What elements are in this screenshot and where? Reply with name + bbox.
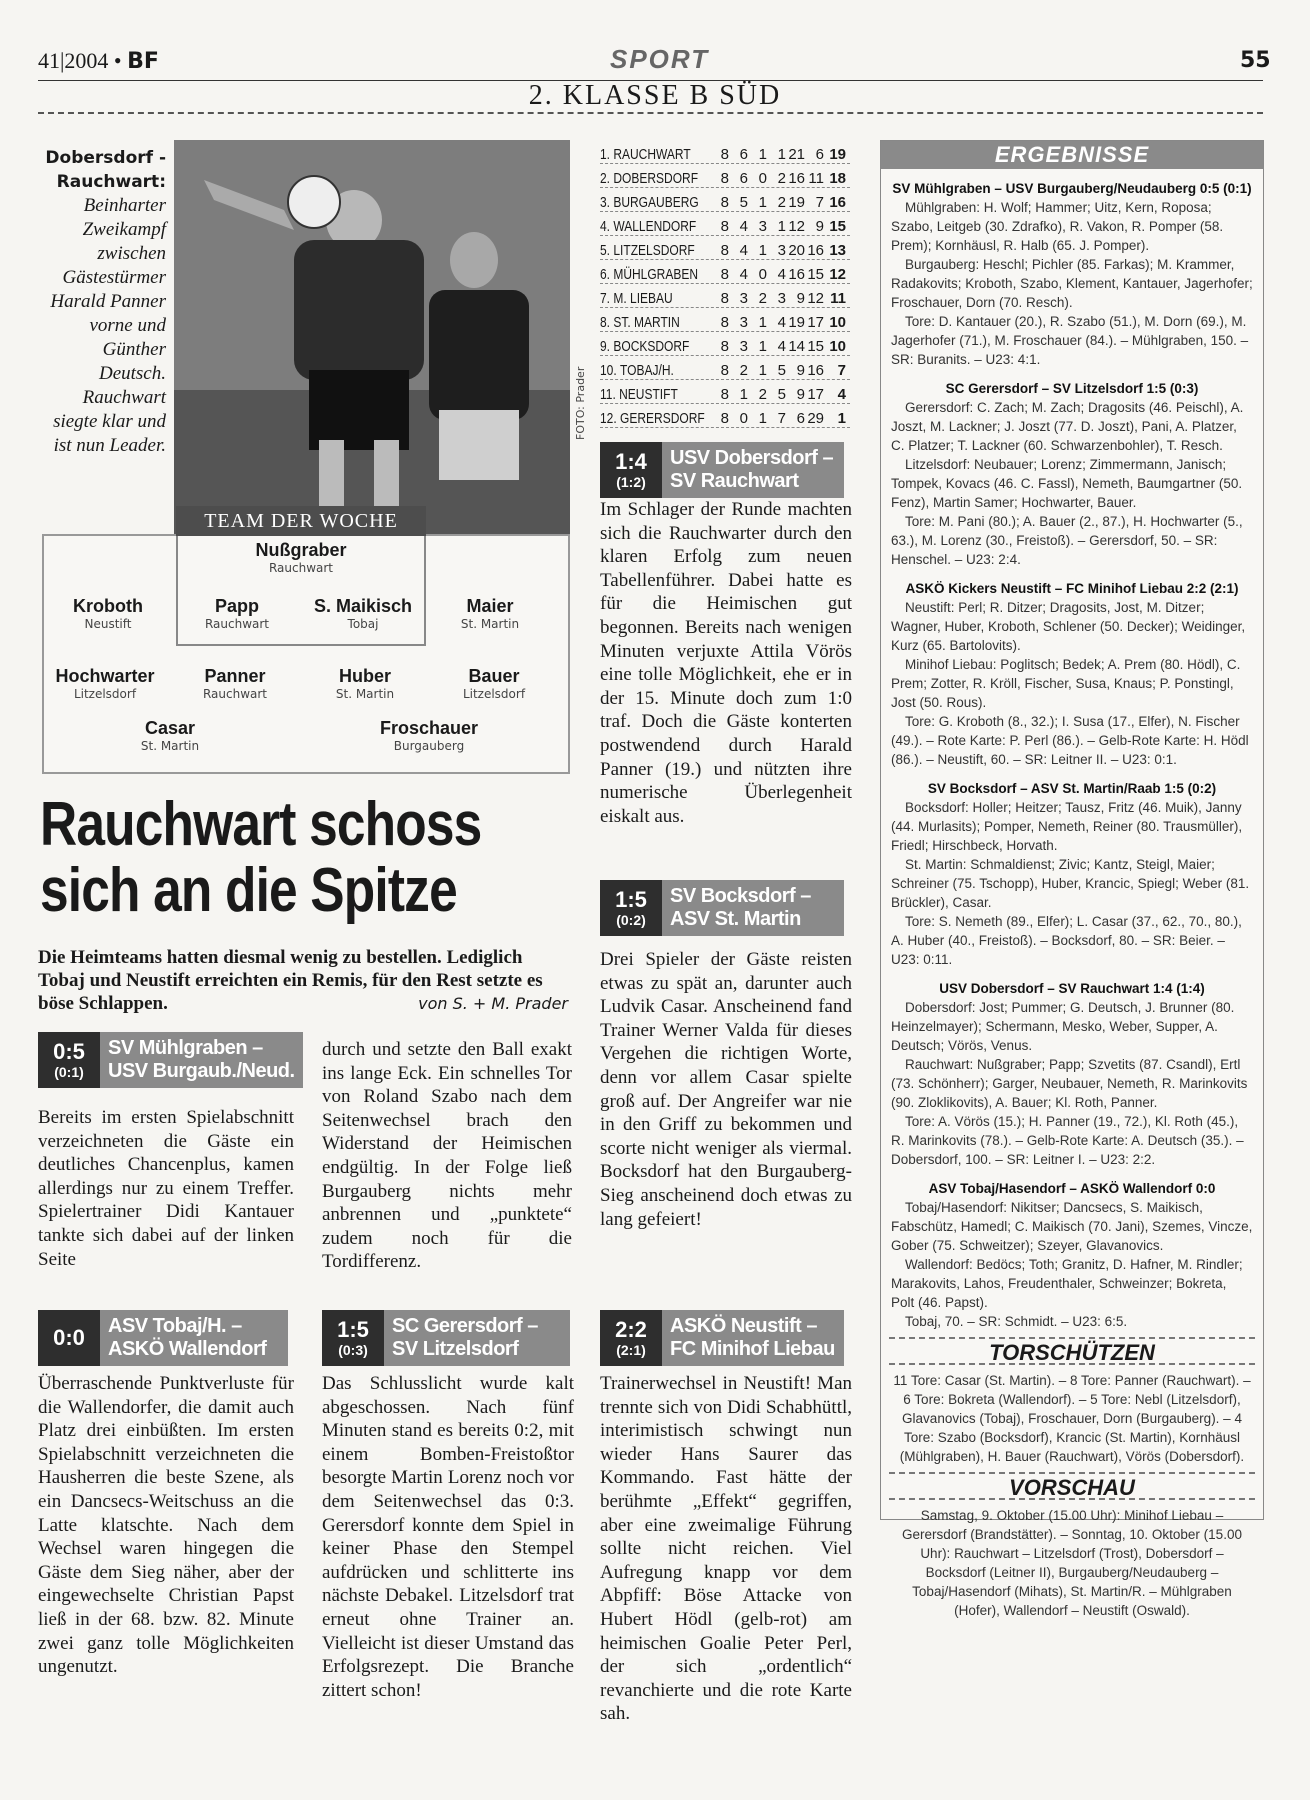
result-line: Minihof Liebau: Poglitsch; Bedek; A. Prem (80. Hödl), C. Prem; Zotter, R. Kröll, Fischer, Susa, Knaus; P. Ponstingl, Jost (50. Rous).: [891, 657, 1241, 710]
standings-team: 9. BOCKSDORF: [600, 338, 690, 355]
scorers-title: TORSCHÜTZEN: [889, 1337, 1255, 1365]
standings-cell: 16: [829, 194, 846, 211]
game-report: Trainerwechsel in Neustift! Man trennte sich von Didi Schabhüttl, interimistisch schwingt nun wieder Hans Saurer das Kommando. Fast hätte der berühmte „Effekt“ gegriffen, aber eine zweimalige Führung sollte nicht reichen. Viel Aufregung knapp vor dem Abpfiff: Böse Attacke von Hubert Hödl (gelb-rot) am heimischen Goalie Peter Perl, der sich „ordentlich“ revanchierte und die rote Karte sah.: [600, 1373, 852, 1725]
league-title: 2. KLASSE B SÜD: [528, 80, 782, 111]
standings-team: 12. GERERSDORF: [600, 410, 705, 427]
result-line: Tore: G. Kroboth (8., 32.); I. Susa (17., Elfer), N. Fischer (49.). – Rote Karte: P. Perl (86.). – Gelb-Rote Karte: H. Hödl (86.). – Neustift, 60. – SR: Leitner II. – U23: 0:1.: [891, 714, 1249, 767]
standings-cell: 3: [739, 338, 748, 355]
standings-cell: 6: [739, 146, 748, 163]
result-title: SC Gerersdorf – SV Litzelsdorf 1:5 (0:3): [945, 381, 1199, 396]
team-player: Kroboth Neustift: [73, 596, 143, 631]
standings-cell: 1: [758, 242, 767, 259]
standings-team: 5. LITZELSDORF: [600, 242, 695, 259]
result-line: Neustift: Perl; R. Ditzer; Dragosits, Jost, M. Ditzer; Wagner, Huber, Kroboth, Schlener (50. Decker); Weidinger, Kurz (65. Bartolovits).: [891, 600, 1246, 653]
standings-cell: 9: [796, 290, 805, 307]
caption-lead: Dobersdorf - Rauchwart:: [45, 148, 166, 192]
standings-row: [600, 212, 850, 236]
score-badge: 0:5 (0:1) SV Mühlgraben – USV Burgaub./Neud.: [38, 1032, 303, 1088]
standings-team: 3. BURGAUBERG: [600, 194, 699, 211]
standings-cell: 12: [807, 290, 824, 307]
standings-team: 1. RAUCHWART: [600, 146, 691, 163]
standings-cell: 8: [720, 338, 729, 355]
issue-number: 41|2004 • BF: [38, 48, 159, 74]
standings-cell: 19: [829, 146, 846, 163]
results-title: ERGEBNISSE: [881, 141, 1263, 169]
standings-team: 7. M. LIEBAU: [600, 290, 673, 307]
header-divider: [38, 112, 1263, 114]
game-report: Das Schlusslicht wurde kalt abgeschossen. Nach fünf Minuten stand es bereits 0:2, mit einem Bomben-Freistoßtor besorgte Martin Lorenz noch vor dem Seitenwechsel das 0:3. Gerersdorf konnte dem Spiel in keiner Phase den Stempel aufdrücken und schlitterte ins nächste Debakel. Litzelsdorf trat erneut ohne Trainer an. Vielleicht ist dieser Umstand das Erfolgsrezept. Die Branche zittert schon!: [322, 1373, 574, 1701]
photo-credit: FOTO: Prader: [574, 366, 587, 440]
standings-cell: 12: [788, 218, 805, 235]
match-photo: [174, 140, 570, 540]
result-line: Tobaj/Hasendorf: Nikitser; Dancsecs, S. Maikisch, Fabschütz, Hamedl; C. Maikisch (70. Jani), Szemes, Vincze, Gober (75. Schweitzer); Szeyer, Glavanovics.: [891, 1200, 1253, 1253]
standings-cell: 4: [777, 338, 786, 355]
standings-cell: 3: [739, 290, 748, 307]
standings-cell: 5: [777, 386, 786, 403]
standings-team: 6. MÜHLGRABEN: [600, 266, 699, 283]
article-author: von S. + M. Prader: [418, 994, 568, 1013]
standings-cell: 1: [758, 362, 767, 379]
game-report: Überraschende Punktverluste für die Wallendorfer, die damit auch Platz drei einbüßten. Im ersten Spielabschnitt verzeichneten die Hausherren die beste Szene, als ein Dancsecs-Weitschuss an die Latte klatschte. Nach dem Wechsel waren hingegen die Gäste dem Sieg näher, aber der eingewechselte Christian Papst ließ in der 68. bzw. 82. Minute zwei ganz tolle Möglichkeiten ungenutzt.: [38, 1373, 294, 1678]
article-headline: Rauchwart schoss sich an die Spitze: [40, 790, 482, 925]
standings-cell: 4: [739, 218, 748, 235]
standings-cell: 4: [837, 386, 846, 403]
standings-cell: 3: [758, 218, 767, 235]
standings-cell: 6: [739, 170, 748, 187]
standings-cell: 15: [829, 218, 846, 235]
standings-row: [600, 308, 850, 332]
standings-cell: 2: [739, 362, 748, 379]
standings-cell: 11: [830, 290, 846, 307]
result-line: Litzelsdorf: Neubauer; Lorenz; Zimmermann, Janisch; Tompek, Kovacs (46. C. Fassl), Nemeth, Baumgartner (50. Fenz), Martin Samer; Hochwarter, Bauer.: [891, 457, 1243, 510]
score-badge: 2:2 (2:1) ASKÖ Neustift – FC Minihof Liebau: [600, 1310, 844, 1366]
standings-cell: 2: [758, 386, 767, 403]
team-player: Papp Rauchwart: [204, 596, 270, 631]
score-badge: 0:0 ASV Tobaj/H. – ASKÖ Wallendorf: [38, 1310, 288, 1366]
result-line: Tore: S. Nemeth (89., Elfer); L. Casar (37., 62., 70., 80.), A. Huber (40., Freistoß). – Bocksdorf, 80. – SR: Beier. – U23: 0:11.: [891, 914, 1242, 967]
results-list: [881, 179, 1263, 1331]
standings-cell: 8: [720, 194, 729, 211]
standings-cell: 2: [777, 170, 786, 187]
standings-cell: 13: [829, 242, 846, 259]
team-player: Froschauer Burgauberg: [379, 718, 479, 753]
result-line: Burgauberg: Heschl; Pichler (85. Farkas); M. Krammer, Radakovits; Kroboth, Szabo, Klement, Kantauer, Jagerhofer; Froschauer, Dorn (70. Resch).: [891, 257, 1253, 310]
standings-cell: 29: [807, 410, 824, 427]
standings-cell: 2: [758, 290, 767, 307]
standings-cell: 6: [796, 410, 805, 427]
preview-text: Samstag, 9. Oktober (15.00 Uhr): Minihof Liebau – Gerersdorf (Brandstätter). – Sonntag, 10. Oktober (15.00 Uhr): Rauchwart – Litzelsdorf (Trost), Dobersdorf – Bocksdorf (Leitner II), Burgauberg/Neudauberg – Tobaj/Hasendorf (Mihats), St. Martin/R. – Mühlgraben (Hofer), Wallendorf – Neustift (Oswald).: [902, 1508, 1242, 1618]
standings-team: 10. TOBAJ/H.: [600, 362, 674, 379]
standings-cell: 15: [807, 266, 824, 283]
caption-text: Beinharter Zweikampf zwischen Gästestürmer Harald Panner vorne und Günther Deutsch. Rauchwart siegte klar und ist nun Leader.: [50, 195, 166, 456]
standings-cell: 15: [807, 338, 824, 355]
standings-row: [600, 332, 850, 356]
standings-cell: 7: [837, 362, 846, 379]
result-title: SV Bocksdorf – ASV St. Martin/Raab 1:5 (0:2): [927, 781, 1217, 796]
standings-cell: 1: [758, 338, 767, 355]
standings-cell: 16: [807, 362, 824, 379]
article-intro: Die Heimteams hatten diesmal wenig zu bestellen. Lediglich Tobaj und Neustift erreichten ein Remis, für den Rest setzte es böse Schlappen. von S. + M. Prader: [38, 947, 568, 1014]
section-title: SPORT: [610, 44, 710, 74]
standings-cell: 9: [815, 218, 824, 235]
standings-cell: 0: [758, 170, 767, 187]
result-line: Dobersdorf: Jost; Pummer; G. Deutsch, J. Brunner (80. Heinzelmayer); Schermann, Mesko, Weber, Supper, A. Deutsch; Vörös, Venus.: [891, 1000, 1235, 1053]
photo-caption: [38, 146, 166, 458]
standings-row: [600, 404, 850, 428]
result-title: ASKÖ Kickers Neustift – FC Minihof Liebau 2:2 (2:1): [905, 581, 1239, 596]
standings-cell: 7: [815, 194, 824, 211]
standings-cell: 1: [777, 218, 786, 235]
standings-cell: 10: [829, 314, 846, 331]
standings-cell: 3: [777, 242, 786, 259]
standings-row: [600, 260, 850, 284]
game-report-continued: durch und setzte den Ball exakt ins lange Eck. Ein schnelles Tor von Roland Szabo nach dem Seitenwechsel brach den Widerstand der Heimischen endgültig. In der Folge ließ Burgauberg nichts mehr anbrennen und „punktete“ zudem noch für die Tordifferenz.: [322, 1039, 572, 1273]
game-report: Im Schlager der Runde machten sich die Rauchwarter durch den klaren Erfolg zum neuen Tabellenführer. Dabei hatte es für die Heimischen gut begonnen. Bereits nach wenigen Minuten verjuxte Attila Vörös eine tolle Möglichkeit, ehe er in der 15. Minute doch zum 1:0 traf. Doch die Gäste konterten postwendend durch Harald Panner (19.) und nützten ihre numerische Überlegenheit eiskalt aus.: [600, 499, 852, 827]
results-sidebar: [880, 140, 1264, 1618]
standings-cell: 17: [807, 386, 824, 403]
standings-cell: 19: [788, 194, 805, 211]
team-player: Casar St. Martin: [140, 718, 200, 753]
standings-cell: 19: [788, 314, 805, 331]
standings-cell: 8: [720, 362, 729, 379]
standings-row: [600, 356, 850, 380]
standings-cell: 8: [720, 170, 729, 187]
team-player: Maier St. Martin: [460, 596, 520, 631]
standings-cell: 8: [720, 218, 729, 235]
standings-row: [600, 236, 850, 260]
standings-row: [600, 164, 850, 188]
team-player: Nußgraber Rauchwart: [255, 540, 347, 575]
standings-row: [600, 140, 850, 164]
standings-cell: 1: [758, 314, 767, 331]
team-player: Bauer Litzelsdorf: [462, 666, 526, 701]
result-line: Rauchwart: Nußgraber; Papp; Szvetits (87. Csandl), Ertl (73. Schönherr); Garger, Neubauer, Nemeth, R. Marinkovits (90. Zloklikovits), A. Bauer; Kl. Roth, Panner.: [891, 1057, 1248, 1110]
standings-cell: 8: [720, 410, 729, 427]
result-line: Mühlgraben: H. Wolf; Hammer; Uitz, Kern, Roposa; Szabo, Leitgeb (30. Zdrafko), R. Vakon, R. Pomper (58. Prem); Kornhäusl, R. Halb (65. J. Pomper).: [891, 200, 1224, 253]
standings-cell: 8: [720, 290, 729, 307]
standings-cell: 11: [808, 170, 824, 187]
team-of-the-week-title: TEAM DER WOCHE: [176, 506, 426, 536]
standings-cell: 4: [739, 266, 748, 283]
team-player: Panner Rauchwart: [202, 666, 268, 701]
standings-cell: 21: [788, 146, 805, 163]
standings-cell: 1: [739, 386, 748, 403]
standings-cell: 16: [788, 266, 805, 283]
team-player: S. Maikisch Tobaj: [313, 596, 413, 631]
result-line: Gerersdorf: C. Zach; M. Zach; Dragosits (46. Peischl), A. Joszt, M. Lackner; J. Joszt (77. D. Joszt), Pani, A. Platzer, C. Platzer; T. Lackner (60. Schwarzenbohler), T. Resch.: [891, 400, 1244, 453]
score-badge: 1:5 (0:3) SC Gerersdorf – SV Litzelsdorf: [322, 1310, 570, 1366]
standings-cell: 9: [796, 386, 805, 403]
result-title: ASV Tobaj/Hasendorf – ASKÖ Wallendorf 0:0: [928, 1181, 1216, 1196]
standings-cell: 1: [758, 194, 767, 211]
standings-cell: 1: [777, 146, 786, 163]
standings-cell: 16: [807, 242, 824, 259]
result-line: Tore: M. Pani (80.); A. Bauer (2., 87.), H. Hochwarter (5., 63.), M. Lorenz (30., Freistoß). – Gerersdorf, 50. – SR: Henschel. – U23: 2:4.: [891, 514, 1243, 567]
standings-cell: 6: [815, 146, 824, 163]
result-line: Bocksdorf: Holler; Heitzer; Tausz, Fritz (46. Muik), Janny (44. Murlasits); Pomper, Nemeth, Reiner (80. Trausmüller), Friedl; Hirschbeck, Horvath.: [891, 800, 1243, 853]
standings-cell: 3: [777, 290, 786, 307]
standings-row: [600, 284, 850, 308]
standings-cell: 16: [788, 170, 805, 187]
standings-cell: 1: [758, 146, 767, 163]
standings-cell: 8: [720, 314, 729, 331]
standings-row: [600, 380, 850, 404]
standings-cell: 5: [739, 194, 748, 211]
team-player: Hochwarter Litzelsdorf: [55, 666, 155, 701]
standings-cell: 14: [788, 338, 805, 355]
standings-row: [600, 188, 850, 212]
standings-cell: 9: [796, 362, 805, 379]
result-line: Tore: D. Kantauer (20.), R. Szabo (51.), M. Dorn (69.), M. Jagerhofer (71.), M. Froschauer (84.). – Mühlgraben, 150. – SR: Buranits. – U23: 4:1.: [891, 314, 1249, 367]
standings-cell: 0: [758, 266, 767, 283]
result-line: Tore: A. Vörös (15.); H. Panner (19., 72.), Kl. Roth (45.), R. Marinkovits (78.). – Gelb-Rote Karte: A. Deutsch (35.). – Dobersdorf, 100. – SR: Leitner I. – U23: 2:2.: [891, 1114, 1244, 1167]
standings-cell: 4: [777, 266, 786, 283]
standings-cell: 3: [739, 314, 748, 331]
standings-team: 2. DOBERSDORF: [600, 170, 699, 187]
result-line: Wallendorf: Bedöcs; Toth; Granitz, D. Hafner, M. Rindler; Marakovits, Lahos, Freudenthaler, Schweinzer; Bokreta, Polt (46. Papst).: [891, 1257, 1243, 1310]
standings-cell: 20: [788, 242, 805, 259]
standings-team: 4. WALLENDORF: [600, 218, 697, 235]
standings-cell: 4: [739, 242, 748, 259]
result-line: St. Martin: Schmaldienst; Zivic; Kantz, Steigl, Maier; Schreiner (75. Tschopp), Huber, Krancic, Spiegl; Weber (81. Brückler), Casar.: [891, 857, 1250, 910]
standings-cell: 0: [739, 410, 748, 427]
standings-team: 11. NEUSTIFT: [600, 386, 678, 403]
standings-cell: 17: [807, 314, 824, 331]
team-player: Huber St. Martin: [335, 666, 395, 701]
standings-cell: 4: [777, 314, 786, 331]
page-number: 55: [1240, 48, 1271, 73]
score-badge: 1:5 (0:2) SV Bocksdorf – ASV St. Martin: [600, 880, 844, 936]
photo-illustration: [174, 140, 570, 540]
result-title: SV Mühlgraben – USV Burgauberg/Neudauberg 0:5 (0:1): [892, 181, 1252, 196]
standings-cell: 8: [720, 242, 729, 259]
standings-cell: 7: [777, 410, 786, 427]
game-report: Drei Spieler der Gäste reisten etwas zu spät an, darunter auch Ludvik Casar. Anscheinend fand Trainer Werner Valda für dieses Vergehen die richtigen Worte, denn vor allem Casar spielte groß auf. Der Angreifer war nie in den Griff zu bekommen und scorte nicht weniger als viermal. Bocksdorf hat den Burgauberg-Sieg anscheinend doch etwas zu lang gefeiert!: [600, 949, 852, 1230]
game-report: Bereits im ersten Spielabschnitt verzeichneten die Gäste ein deutliches Chancenplus, kamen allerdings nur zu einem Treffer. Spielertrainer Didi Kantauer tankte sich dabei auf der linken Seite: [38, 1107, 294, 1270]
standings-cell: 8: [720, 386, 729, 403]
standings-cell: 5: [777, 362, 786, 379]
result-line: Tobaj, 70. – SR: Schmidt. – U23: 6:5.: [905, 1314, 1128, 1329]
standings-cell: 8: [720, 146, 729, 163]
standings-cell: 12: [829, 266, 846, 283]
score-badge: 1:4 (1:2) USV Dobersdorf – SV Rauchwart: [600, 442, 844, 498]
standings-cell: 8: [720, 266, 729, 283]
standings-cell: 1: [758, 410, 767, 427]
preview-title: VORSCHAU: [889, 1472, 1255, 1500]
standings-cell: 2: [777, 194, 786, 211]
standings-cell: 18: [829, 170, 846, 187]
standings-cell: 10: [829, 338, 846, 355]
scorers-text: 11 Tore: Casar (St. Martin). – 8 Tore: Panner (Rauchwart). – 6 Tore: Bokreta (Wallendorf). – 5 Tore: Nebl (Litzelsdorf), Glavanovics (Tobaj), Froschauer, Dorn (Burgauberg). – 4 Tore: Szabo (Bocksdorf), Krancic (St. Martin), Kornhäusl (Mühlgraben), H. Bauer (Rauchwart), Vörös (Dobersdorf).: [893, 1373, 1251, 1464]
standings-table: [600, 140, 850, 428]
standings-cell: 1: [837, 410, 846, 427]
standings-team: 8. ST. MARTIN: [600, 314, 680, 331]
publication-code: BF: [127, 49, 159, 74]
result-title: USV Dobersdorf – SV Rauchwart 1:4 (1:4): [939, 981, 1205, 996]
